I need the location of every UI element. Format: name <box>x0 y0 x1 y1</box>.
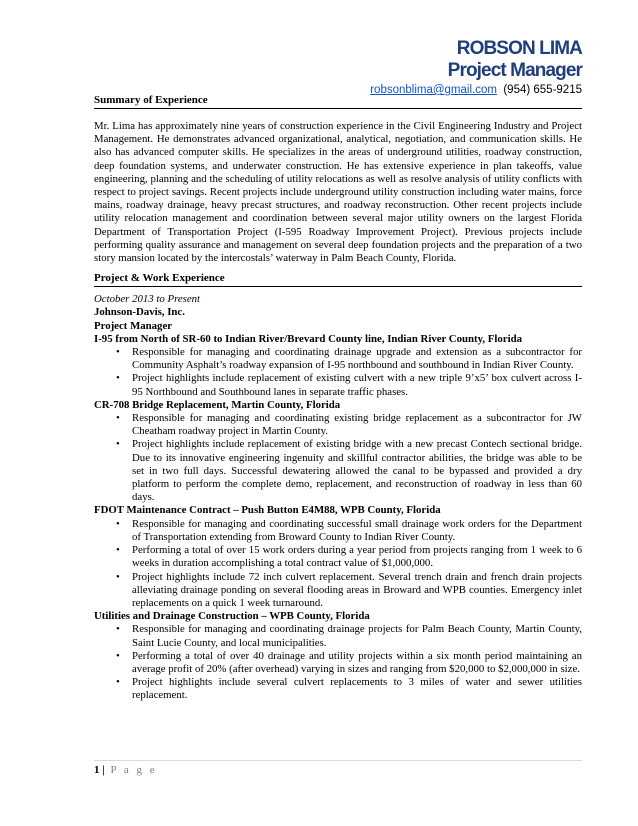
list-item: • Responsible for managing and coordinating drainage projects for Palm Beach County, Martin County, Saint Lucie County, and local municipalities. <box>116 623 582 649</box>
company-name: Johnson-Davis, Inc. <box>94 306 185 319</box>
bullet-icon: • <box>116 676 120 689</box>
summary-text: Mr. Lima has approximately nine years of construction experience in the Civil Engineering Industry and Project Management. He demonstrates advanced organizational, analytical, negotiation, and communication skills. He also has advanced computer skills. He specializes in the areas of underground utilities, roadway construction, deep foundation systems, and underwater construction. He has extensive experience in plan takeoffs, value engineering, planning and the scheduling of utility relocations as well as resolve analysis of utility conflicts with respect to project savings. Recent projects include underground utility construction including water mains, force mains, roadway drainage, heavy precast structures, and roadway reconstruction. Other recent projects include utility relocation management and coordination between several major utility owners on the largest Florida Department of Transportation Project (I-595 Roadway Improvement Project). Previous projects include performing quality assurance and management on several deep foundation projects and the preparation of a two story mansion located by the intercostals’ waterway in Palm Beach County, Florida. <box>94 120 582 265</box>
candidate-name: ROBSON LIMA <box>456 38 582 59</box>
project-title: FDOT Maintenance Contract – Push Button E4M88, WPB County, Florida <box>94 504 441 517</box>
list-item: • Performing a total of over 15 work orders during a year period from projects ranging from 1 week to 6 weeks in duration accomplishing a total contract value of $1,000,000. <box>116 544 582 570</box>
project-title: I-95 from North of SR-60 to Indian River/Brevard County line, Indian River County, Florida <box>94 332 523 345</box>
project-title: Utilities and Drainage Construction – WPB County, Florida <box>94 610 370 623</box>
phone-number: (954) 655-9215 <box>503 84 582 96</box>
project-bullet-list <box>94 518 582 610</box>
bullet-icon: • <box>116 346 120 359</box>
list-item: • Performing a total of over 40 drainage and utility projects within a six month period maintaining an average profit of 20% (after overhead) varying in sizes and ranging from $20,000 to $2,000,000 in size. <box>116 649 582 675</box>
list-item: • Responsible for managing and coordinating existing bridge replacement as a subcontractor for JW Cheatham roadway project in Martin County. <box>116 412 582 438</box>
bullet-icon: • <box>116 544 120 557</box>
project-block <box>94 333 582 399</box>
project-block <box>94 504 582 610</box>
project-block <box>94 610 582 702</box>
job-dates: October 2013 to Present <box>94 293 201 306</box>
resume-header <box>94 38 582 97</box>
list-item: • Project highlights include replacement of existing culvert with a new triple 9’x5’ box culvert across I-95 Northbound and Southbound lanes in separate traffic phases. <box>116 372 582 398</box>
resume-page <box>94 38 582 703</box>
bullet-icon: • <box>116 517 120 530</box>
bullet-icon: • <box>116 412 120 425</box>
list-item: • Responsible for managing and coordinating drainage upgrade and extension as a subcontractor for Community Asphalt’s roadway expansion of I-95 northbound and southbound in Indian River County. <box>116 346 582 372</box>
bullet-icon: • <box>116 623 120 636</box>
project-bullet-list <box>94 623 582 702</box>
project-block <box>94 399 582 505</box>
project-bullet-list <box>94 346 582 399</box>
experience-heading: Project & Work Experience <box>94 272 582 287</box>
project-title: CR-708 Bridge Replacement, Martin County, Florida <box>94 398 341 411</box>
bullet-icon: • <box>116 649 120 662</box>
page-number: 1 <box>94 764 100 776</box>
page-label: P a g e <box>110 764 158 776</box>
email-link[interactable]: robsonblima@gmail.com <box>370 84 497 96</box>
job-role: Project Manager <box>94 319 173 332</box>
list-item: • Project highlights include several culvert replacements to 3 miles of water and sewer utilities replacement. <box>116 676 582 702</box>
bullet-icon: • <box>116 372 120 385</box>
bullet-icon: • <box>116 438 120 451</box>
candidate-title: Project Manager <box>447 60 582 81</box>
list-item: • Project highlights include 72 inch culvert replacement. Several trench drain and french drain projects alleviating drainage ponding on several flooding areas in Broward and WPB counties. Emergency inlet replacements on a quick 1 week turnaround. <box>116 570 582 609</box>
list-item: • Project highlights include replacement of existing bridge with a new precast Contech sectional bridge. Due to its innovative engineering ingenuity and skillful contractor abilities, the bridge was able to be set in two full days. Successful dewatering allowed the canal to be bypassed and provided a dry platform to perform the complete demo, replacement, and reconstruction of roadway in less than 60 days. <box>116 438 582 504</box>
list-item: • Responsible for managing and coordinating successful small drainage work orders for the Department of Transportation extending from Broward County to Indian River County. <box>116 517 582 543</box>
page-separator: | <box>102 764 105 776</box>
summary-heading: Summary of Experience <box>94 94 582 109</box>
page-footer <box>94 760 582 777</box>
project-bullet-list <box>94 412 582 504</box>
bullet-icon: • <box>116 570 120 583</box>
